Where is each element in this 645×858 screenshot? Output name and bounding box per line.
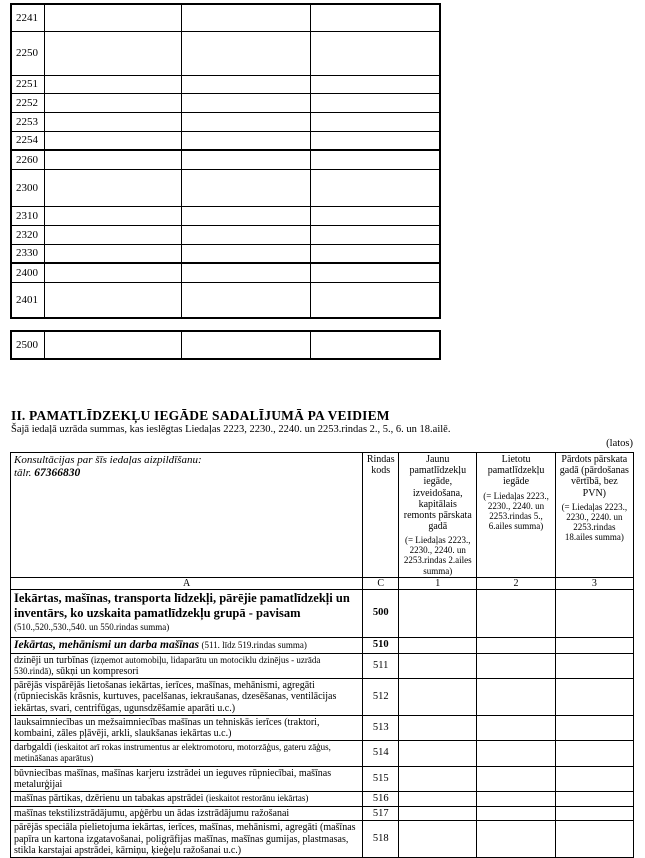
input-cell[interactable] [399, 741, 477, 766]
table-row [11, 766, 634, 791]
input-cell[interactable] [555, 653, 633, 678]
row-code: 513 [363, 715, 399, 740]
table-row [11, 589, 634, 637]
row-code: 518 [363, 821, 399, 858]
row-code: 2253 [11, 112, 44, 131]
column-letter: 1 [399, 577, 477, 589]
input-cell[interactable] [44, 331, 181, 359]
input-cell[interactable] [181, 206, 310, 225]
consult-cell [11, 453, 363, 578]
phone-number: 67366830 [34, 466, 81, 479]
input-cell[interactable] [310, 112, 440, 131]
consult-line: Konsultācijas par šīs iedaļas aizpildīšanu: [14, 454, 202, 466]
row-code: 515 [363, 766, 399, 791]
row-511-tail: , sūkņi un kompresori [51, 666, 139, 677]
section-title: II. PAMATLĪDZEKĻU IEGĀDE SADALĪJUMĀ PA VEIDIEM [11, 408, 390, 423]
table-row [11, 715, 634, 740]
row-label [11, 741, 363, 766]
input-cell[interactable] [399, 821, 477, 858]
input-cell[interactable] [44, 4, 181, 31]
input-cell[interactable] [44, 206, 181, 225]
row-510-sub: (511. līdz 519.rindas summa) [201, 639, 307, 650]
input-cell[interactable] [181, 225, 310, 244]
input-cell[interactable] [181, 131, 310, 150]
input-cell[interactable] [555, 791, 633, 806]
row-code: 2320 [11, 225, 44, 244]
input-cell[interactable] [310, 75, 440, 93]
row-code: 2500 [11, 331, 44, 359]
input-cell[interactable] [181, 331, 310, 359]
input-cell[interactable] [310, 31, 440, 75]
row-516-label: mašīnas pārtikas, dzērienu un tabakas apstrādei [14, 792, 204, 804]
row-code: 2250 [11, 31, 44, 75]
input-cell[interactable] [477, 653, 555, 678]
row-514-label: darbgaldi [14, 742, 52, 754]
row-code: 516 [363, 791, 399, 806]
input-cell[interactable] [555, 766, 633, 791]
row-label: lauksaimniecības un mežsaimniecības mašīnas un tehniskās ierīces (traktori, kombaini, zāles pļāvēji, arkli, slaukšanas iekārtas u.c.) [11, 715, 363, 740]
input-cell[interactable] [399, 766, 477, 791]
col2-title: Lietotu pamatlīdzekļu iegāde [487, 454, 545, 488]
table-row [11, 679, 634, 716]
input-cell[interactable] [477, 821, 555, 858]
input-cell[interactable] [310, 4, 440, 31]
input-cell[interactable] [555, 589, 633, 637]
input-cell[interactable] [477, 766, 555, 791]
input-cell[interactable] [310, 131, 440, 150]
input-cell[interactable] [181, 263, 310, 282]
input-cell[interactable] [44, 112, 181, 131]
table-row [11, 741, 634, 766]
col2-header [477, 453, 555, 578]
input-cell[interactable] [555, 806, 633, 821]
phone-prefix: tālr. [14, 466, 35, 479]
row-code: 510 [363, 637, 399, 653]
row-label: mašīnas tekstilizstrādājumu, apģērbu un ādas izstrādājumu ražošanai [11, 806, 363, 821]
input-cell[interactable] [555, 715, 633, 740]
col2-formula: (= Liedaļas 2223., 2230., 2240. un 2253.rindas 5., 6.ailes summa) [483, 490, 549, 531]
row-code: 511 [363, 653, 399, 678]
row-label [11, 791, 363, 806]
input-cell[interactable] [399, 637, 477, 653]
input-cell[interactable] [181, 4, 310, 31]
row-code: 2251 [11, 75, 44, 93]
col1-header [399, 453, 477, 578]
row-code: 514 [363, 741, 399, 766]
input-cell[interactable] [44, 225, 181, 244]
input-cell[interactable] [555, 679, 633, 716]
input-cell[interactable] [44, 75, 181, 93]
input-cell[interactable] [477, 741, 555, 766]
input-cell[interactable] [44, 131, 181, 150]
col1-formula: (= Liedaļas 2223., 2230., 2240. un 2253.rindas 2.ailes summa) [403, 535, 472, 576]
input-cell[interactable] [310, 331, 440, 359]
table-row [11, 653, 634, 678]
row-label: pārējās speciāla pielietojuma iekārtas, ierīces, mašīnas, mehānismi, agregāti (mašīnas papīra un kartona izgatavošanai, poligrāfijas mašīnas, mašīnas gumijas, plastmasas, stikla karstajai apstrādei, kārniņu, ķieģeļu ražošanai u.c.) [11, 821, 363, 858]
row-code: 2260 [11, 150, 44, 169]
input-cell[interactable] [555, 637, 633, 653]
input-cell[interactable] [399, 791, 477, 806]
row-label [11, 653, 363, 678]
total-2500-table [10, 330, 441, 360]
input-cell[interactable] [310, 282, 440, 318]
row-516-sub: (ieskaitot restorānu iekārtas) [205, 792, 309, 803]
input-cell[interactable] [477, 679, 555, 716]
col3-header [555, 453, 633, 578]
col1-title: Jaunu pamatlīdzekļu iegāde, izveidošana, kapitālais remonts pārskata gadā [403, 454, 472, 533]
row-label [11, 637, 363, 653]
input-cell[interactable] [44, 31, 181, 75]
input-cell[interactable] [477, 806, 555, 821]
row-label: būvniecības mašīnas, mašīnas karjeru izstrādei un ieguves rūpniecībai, mašīnas metalurģijai [11, 766, 363, 791]
input-cell[interactable] [399, 653, 477, 678]
row-500-sub: (510.,520.,530.,540. un 550.rindas summa) [14, 622, 170, 633]
row-510-label: Iekārtas, mehānismi un darba mašīnas [14, 638, 200, 651]
input-cell[interactable] [181, 112, 310, 131]
table-row [11, 791, 634, 806]
row-code: 500 [363, 589, 399, 637]
section-note: Šajā iedaļā uzrāda summas, kas ieslēgtas Liedaļas 2223, 2230., 2240. un 2253.rindas 2., 5., 6. un 18.ailē. [11, 424, 451, 435]
input-cell[interactable] [310, 206, 440, 225]
col3-formula: (= Liedaļas 2223., 2230., 2240. un 2253.rindas 18.ailes summa) [561, 501, 628, 542]
row-511-sub: (izņemot automobiļu, lidaparātu un motociklu dzinējus - uzrāda 530.rindā) [14, 654, 321, 676]
row-code: 2310 [11, 206, 44, 225]
column-letter: 2 [477, 577, 555, 589]
input-cell[interactable] [44, 150, 181, 169]
row-code: 2252 [11, 93, 44, 112]
input-cell[interactable] [399, 715, 477, 740]
input-cell[interactable] [44, 282, 181, 318]
input-cell[interactable] [310, 169, 440, 206]
row-514-sub: (ieskaitot arī rokas instrumentus ar elektromotoru, motorzāģus, gateru zāģus, metināšanas aparātus) [14, 742, 331, 764]
units-label: (latos) [606, 438, 633, 449]
row-code: 2241 [11, 4, 44, 31]
table-row [11, 821, 634, 858]
input-cell[interactable] [477, 637, 555, 653]
input-cell[interactable] [181, 31, 310, 75]
top-code-table [10, 3, 441, 319]
input-cell[interactable] [477, 589, 555, 637]
row-label [11, 589, 363, 637]
input-cell[interactable] [310, 244, 440, 263]
code-column-header: Rindas kods [363, 453, 399, 578]
input-cell[interactable] [477, 715, 555, 740]
table-row [11, 806, 634, 821]
column-letter: A [11, 577, 363, 589]
input-cell[interactable] [399, 679, 477, 716]
input-cell[interactable] [555, 821, 633, 858]
table-row [11, 637, 634, 653]
input-cell[interactable] [181, 244, 310, 263]
row-511-label: dzinēji un turbīnas [14, 654, 89, 666]
input-cell[interactable] [555, 741, 633, 766]
row-code: 2254 [11, 131, 44, 150]
row-code: 2330 [11, 244, 44, 263]
input-cell[interactable] [181, 282, 310, 318]
row-code: 2300 [11, 169, 44, 206]
row-code: 2401 [11, 282, 44, 318]
input-cell[interactable] [44, 263, 181, 282]
input-cell[interactable] [181, 150, 310, 169]
column-letter: C [363, 577, 399, 589]
input-cell[interactable] [44, 169, 181, 206]
input-cell[interactable] [310, 225, 440, 244]
input-cell[interactable] [181, 75, 310, 93]
input-cell[interactable] [310, 150, 440, 169]
input-cell[interactable] [181, 93, 310, 112]
column-letter: 3 [555, 577, 633, 589]
row-label: pārējās vispārējās lietošanas iekārtas, ierīces, mašīnas, mehānismi, agregāti (rūpnieciskās krāsnis, kurtuves, pacelšanas, iekraušanas, dzesēšanas, ventilācijas iekārtas, svari, centrifūgas, ugunsdzēšamie aparāti u.c.) [11, 679, 363, 716]
input-cell[interactable] [310, 93, 440, 112]
input-cell[interactable] [399, 589, 477, 637]
row-500-label: Iekārtas, mašīnas, transporta līdzekļi, pārējie pamatlīdzekļi un inventārs, ko uzskaita pamatlīdzekļu grupā - pavisam [14, 590, 350, 621]
input-cell[interactable] [44, 93, 181, 112]
input-cell[interactable] [44, 244, 181, 263]
input-cell[interactable] [477, 791, 555, 806]
row-code: 512 [363, 679, 399, 716]
input-cell[interactable] [399, 806, 477, 821]
row-code: 517 [363, 806, 399, 821]
input-cell[interactable] [310, 263, 440, 282]
fixed-assets-table [10, 452, 634, 858]
row-code: 2400 [11, 263, 44, 282]
input-cell[interactable] [181, 169, 310, 206]
col3-title: Pārdots pārskata gadā (pārdošanas vērtībā, bez PVN) [559, 454, 629, 499]
